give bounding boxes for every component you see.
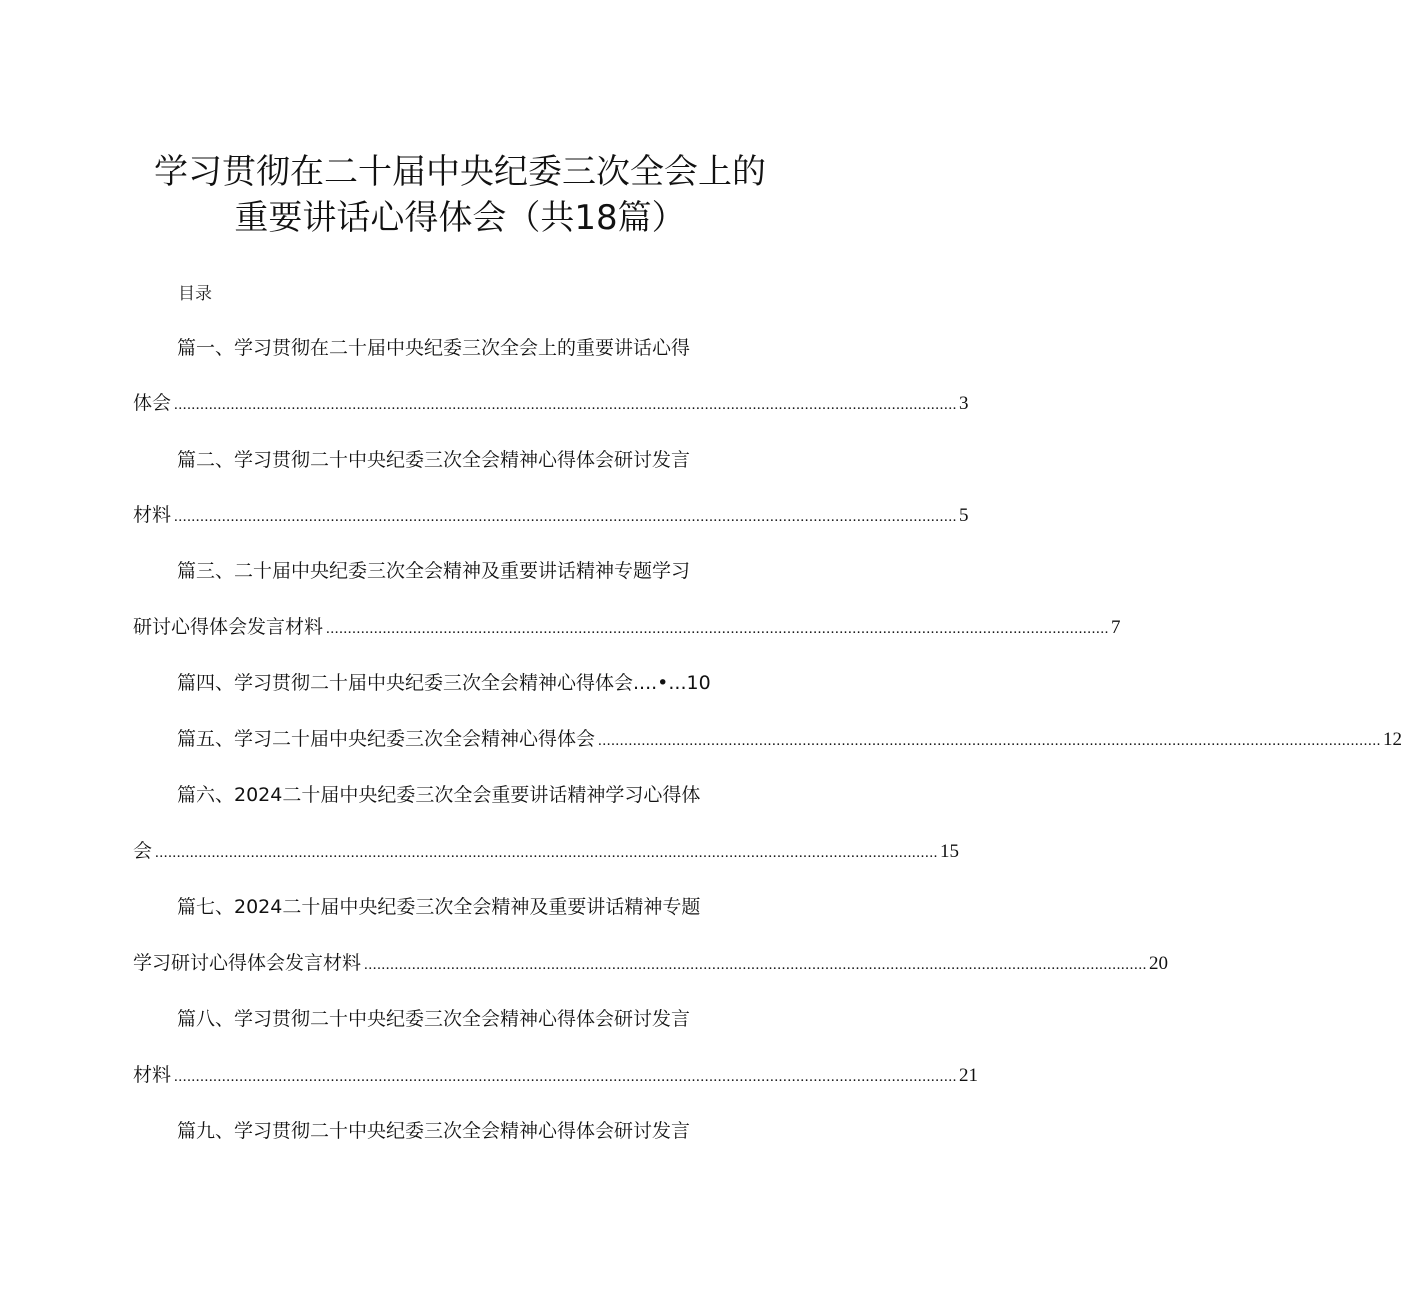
toc-entry-3-text: 研讨心得体会发言材料 (133, 616, 324, 638)
dot-leader: .................................................................................................................................................................................... (174, 397, 958, 413)
title-line-2: 重要讲话心得体会（共18篇） (234, 198, 686, 238)
toc-label: 目录 (178, 284, 212, 304)
toc-entry-1-leader[interactable] (133, 390, 969, 418)
toc-entry-1-page: 3 (959, 393, 969, 414)
toc-entry-6-text: 会 (133, 840, 153, 862)
toc-entry-4[interactable]: 篇四、学习贯彻二十届中央纪委三次全会精神心得体会....•...10 (177, 672, 711, 694)
toc-entry-3-heading[interactable]: 篇三、二十届中央纪委三次全会精神及重要讲话精神专题学习 (177, 560, 691, 582)
toc-entry-9-heading[interactable]: 篇九、学习贯彻二十中央纪委三次全会精神心得体会研讨发言 (177, 1120, 691, 1142)
toc-entry-7-page: 20 (1149, 953, 1169, 974)
dot-leader: .................................................................................................................................................................................... (364, 957, 1148, 973)
toc-entry-7-heading[interactable]: 篇七、2024二十届中央纪委三次全会精神及重要讲话精神专题 (177, 896, 701, 918)
toc-entry-8-heading[interactable]: 篇八、学习贯彻二十中央纪委三次全会精神心得体会研讨发言 (177, 1008, 691, 1030)
toc-entry-3-leader[interactable] (133, 614, 1121, 642)
toc-entry-1-text: 体会 (133, 392, 172, 414)
toc-entry-6-leader[interactable] (133, 838, 960, 866)
toc-entry-2-heading[interactable]: 篇二、学习贯彻二十中央纪委三次全会精神心得体会研讨发言 (177, 449, 691, 471)
dot-leader: .................................................................................................................................................................................... (598, 733, 1382, 749)
toc-entry-8-leader[interactable] (133, 1062, 979, 1090)
dot-leader: .................................................................................................................................................................................... (174, 509, 958, 525)
toc-entry-5-page: 12 (1383, 729, 1402, 750)
toc-entry-7-text: 学习研讨心得体会发言材料 (133, 952, 362, 974)
toc-entry-7-leader[interactable] (133, 950, 1169, 978)
toc-entry-6-heading[interactable]: 篇六、2024二十届中央纪委三次全会重要讲话精神学习心得体 (177, 784, 701, 806)
toc-entry-8-page: 21 (959, 1065, 979, 1086)
toc-entry-2-leader[interactable] (133, 502, 969, 530)
dot-leader: .................................................................................................................................................................................... (155, 845, 939, 861)
toc-entry-2-page: 5 (959, 505, 969, 526)
toc-entry-8-text: 材料 (133, 1064, 172, 1086)
toc-entry-5-text: 篇五、学习二十届中央纪委三次全会精神心得体会 (177, 728, 596, 750)
toc-entry-3-page: 7 (1111, 617, 1121, 638)
toc-entry-1-heading[interactable]: 篇一、学习贯彻在二十届中央纪委三次全会上的重要讲话心得 (177, 337, 691, 359)
toc-entry-2-text: 材料 (133, 504, 172, 526)
toc-entry-6-page: 15 (940, 841, 960, 862)
dot-leader: .................................................................................................................................................................................... (326, 621, 1110, 637)
dot-leader: .................................................................................................................................................................................... (174, 1069, 958, 1085)
toc-entry-5-leader[interactable] (177, 726, 1402, 754)
title-line-1: 学习贯彻在二十届中央纪委三次全会上的 (154, 152, 766, 192)
